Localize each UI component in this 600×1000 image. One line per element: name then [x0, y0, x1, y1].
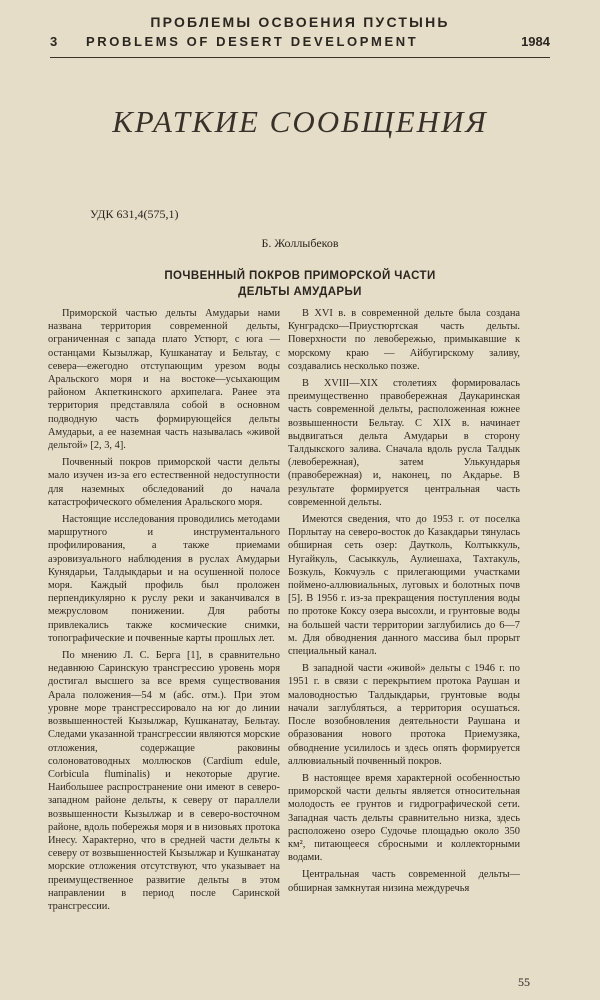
paragraph: Центральная часть современной дельты—обширная замкнутая низина междуречья: [288, 869, 520, 894]
issue-year: 1984: [521, 34, 550, 49]
paragraph: В XVIII—XIX столетиях формировалась преимущественно правобережная Даукаринская часть современной дельты, расположенная южнее возвышенности Бельтау. С XIX в. начинает выдвигаться дельта Амударьи в сторону Талдыкского залива. Сначала вдоль русла Талдык (левобережная), затем Улькундарья (правобережная) и, наконец, по Акдарье. В результате формируется центральная часть современной дельты.: [288, 378, 520, 508]
article-title-line-2: ДЕЛЬТЫ АМУДАРЬИ: [238, 286, 362, 298]
journal-title-ru: ПРОБЛЕМЫ ОСВОЕНИЯ ПУСТЫНЬ: [150, 14, 450, 30]
left-column: [48, 307, 280, 967]
paragraph: Имеются сведения, что до 1953 г. от поселка Порлытау на северо-восток до Казакдарьи тянулась обширная сеть озер: Даутколь, Колтыккуль, Нугайкуль, Сасыккуль, Аулиешаха, Тахтакуль, Бозкуль, Кокчуэль с прилегающими участками поймено-аллювиальных, луговых и болотных почв [5]. В 1956 г. из-за прекращения поступления воды по протоке Коксу озера высохли, и грунтовые воды на большей части территории заглубились до 6—7 м. Для обводнения данного массива был прорыт специальный канал.: [288, 514, 520, 658]
paragraph: По мнению Л. С. Берга [1], в сравнительно недавнюю Саринскую трансгрессию уровень моря достигал высшего за все время существования Арала положения—54 м (абс. отм.). При этом уровне море трансгрессировало на юг до линии возвышенностей Кызылжар, Кушканатау, Бельтау. Следами указанной трансгрессии являются морские отложения, содержащие раковины солоноватоводных моллюсков (Cardium edule, Corbicula fluminalis) и некоторые другие. Наибольшее распространение они имеют в северо-западном районе дельты, к северу от параллели возвышенности Кызылжар и в северо-восточном районе, вдоль побережья моря и в низовьях протока Инесу. Характерно, что в средней части дельты к северу от возвышенностей Кызылжар и Кушканатау морские отложения отсутствуют, что указывает на преимущественное развитие дельты в этом направлении в период после Саринской трансгрессии.: [48, 650, 280, 912]
issue-number: 3: [50, 34, 58, 49]
paragraph: В XVI в. в современной дельте была создана Кунградско—Приустюртская часть дельты. Поверхности по левобережью, примыкавшие к морскому краю — Айбугирскому заливу, создавались несколько позже.: [288, 308, 520, 372]
journal-title-en: PROBLEMS OF DESERT DEVELOPMENT: [86, 34, 419, 49]
right-column: [288, 307, 520, 967]
udk-code: УДК 631,4(575,1): [90, 207, 179, 221]
paragraph: Настоящие исследования проводились методами маршрутного и инструментального профилирования, а также приемами аэровизуального наблюдения в руслах Амударьи Кунядарьи, Талдыкдарьи и на осушенной полосе моря. Каждый профиль был проложен перпендикулярно к руслу реки и заканчивался в межрусловом понижении. Для работы привлекались также космические снимки, топографические и почвенные карты прошлых лет.: [48, 514, 280, 644]
section-title: КРАТКИЕ СООБЩЕНИЯ: [112, 104, 488, 139]
article-title-line-1: ПОЧВЕННЫЙ ПОКРОВ ПРИМОРСКОЙ ЧАСТИ: [164, 270, 436, 282]
running-header: [50, 34, 550, 52]
paragraph: В настоящее время характерной особенностью приморской части дельты является относительная молодость ее грунтов и гидрографической сети. Западная часть дельты сравнительно низка, здесь расположено озеро Судочье площадью около 350 км², питающееся сбросными и коллекторными водами.: [288, 772, 520, 864]
paragraph: Почвенный покров приморской части дельты мало изучен из-за его естественной недоступности для наземных обследований до начала катастрофического обмеления Аральского моря.: [48, 457, 280, 508]
page-number: 55: [518, 975, 530, 989]
paragraph: Приморской частью дельты Амударьи нами названа территория современной дельты, ограниченная с запада плато Устюрт, с юга — останцами Кызылжар, Кушканатау и Бельтау, с севера—ежегодно отступающим урезом воды Аральского моря и на востоке—усыхающим районом Акпеткинского архипелага. Ранее эта территория представляла собой в основном подводную часть формирующейся дельты Амударьи, а ее наземная часть называлась «живой дельтой» [2, 3, 4].: [48, 308, 280, 452]
article-title: [0, 268, 600, 300]
header-rule: [50, 57, 550, 58]
paragraph: В западной части «живой» дельты с 1946 г. по 1951 г. в связи с перекрытием протока Раушан и маловодностью Талдыкдарьи, грунтовые воды начали заглубляться, а территория осушаться. После возобновления деятельности Раушана и образования нового протока Приемузяка, обводнение усилилось и здесь опять формируется аллювиальный почвенный покров.: [288, 663, 520, 767]
author-name: Б. Жоллыбеков: [261, 236, 339, 250]
